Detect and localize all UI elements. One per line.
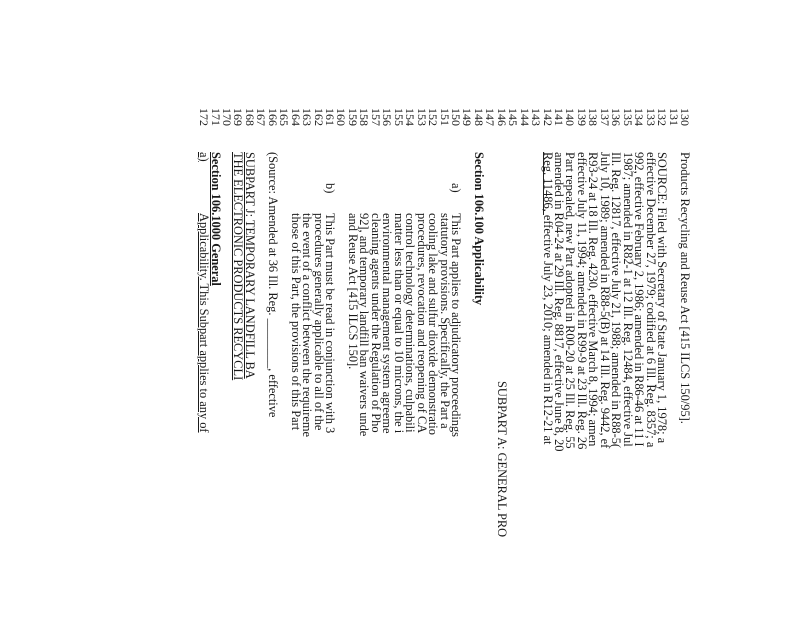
source-text: Ill. Reg. 12817, effective July 21, 1988; amended in R88-5( xyxy=(609,152,624,449)
source-text: July 10, 1989; amended in R88-5(B) at 14 Ill. Reg. 9442, ef xyxy=(597,152,612,449)
paragraph-a-text: 92], and temporary landfill ban waivers unde xyxy=(357,213,372,437)
source-text: effective December 27, 1979; codified at 6 Ill. Reg. 8357; a xyxy=(643,152,658,448)
line-number: 146 xyxy=(494,108,509,126)
paragraph-a-text: matter less than or equal to 10 microns, the i xyxy=(391,213,406,434)
paragraph-a-text: cleaning agents under the Regulation of Pho xyxy=(368,213,383,433)
source-text: effective July 11, 1994; amended in R99-9 at 23 Ill. Reg. 26 xyxy=(574,152,589,450)
section-heading: Section 106.100 Applicability xyxy=(471,152,486,306)
line-number: 133 xyxy=(643,108,658,126)
paragraph-b-text: procedures generally applicable to all of the xyxy=(311,213,326,431)
line-number: 152 xyxy=(426,108,441,126)
source-text: Part repealed, new Part adopted in R00-20 at 25 Ill. Reg. 55 xyxy=(563,152,578,449)
line-number: 164 xyxy=(288,108,303,126)
line-number: 141 xyxy=(552,108,567,126)
paragraph-b-text: those of this Part, the provisions of this Part xyxy=(288,213,303,431)
line-number: 138 xyxy=(586,108,601,126)
line-number: 157 xyxy=(368,108,383,126)
line-number: 143 xyxy=(529,108,544,126)
subpart-j-heading-line1: SUBPART J: TEMPORARY LANDFILL BA xyxy=(242,152,257,379)
line-number: 153 xyxy=(414,108,429,126)
paragraph-a-text: This Part applies to adjudicatory proceedings xyxy=(449,213,463,438)
paragraph-a-text: environmental management system agreeme xyxy=(380,213,395,434)
line-number: 171 xyxy=(208,108,223,126)
line-number: 158 xyxy=(357,108,372,126)
line-number: 154 xyxy=(403,108,418,126)
line-number: 149 xyxy=(460,108,475,126)
line-number: 132 xyxy=(655,108,670,126)
source-text: SOURCE: Filed with Secretary of State January 1, 1978; a xyxy=(655,152,670,444)
line-number: 147 xyxy=(483,108,498,126)
paragraph-a-text: control technology determinations, culpabili xyxy=(403,213,418,433)
source-amended-blank: ________ xyxy=(265,318,280,369)
line-number: 142 xyxy=(540,108,555,126)
line-number: 130 xyxy=(678,108,692,126)
line-number: 135 xyxy=(620,108,635,126)
subpart-a-heading: SUBPART A: GENERAL PRO xyxy=(494,381,509,538)
line-number: 144 xyxy=(517,108,532,126)
line-number: 160 xyxy=(334,108,349,126)
line-number: 140 xyxy=(563,108,578,126)
source-text: R93-24 at 18 Ill. Reg. 4230, effective March 8, 1994; amen xyxy=(586,152,601,447)
paragraph-b-text: the event of a conflict between the requireme xyxy=(300,213,315,437)
line-number: 148 xyxy=(471,108,486,126)
line-number: 161 xyxy=(323,108,338,126)
line-number: 151 xyxy=(437,108,452,126)
document-line-172 xyxy=(196,0,212,618)
source-text: Products Recycling and Reuse Act [415 ILCS 150/95]. xyxy=(678,152,692,424)
line-number: 165 xyxy=(277,108,292,126)
paragraph-a-marker: a) xyxy=(449,183,463,193)
paragraph-a-text: and Reuse Act [415 ILCS 150]. xyxy=(345,213,360,370)
section-1000-heading: Section 106.1000 General xyxy=(208,152,223,286)
source-text: 992, effective February 2, 1986; amended in R86-46 at 11 I xyxy=(632,152,647,447)
subpart-j-heading-line2: THE ELECTRONIC PRODUCTS RECYCLI xyxy=(231,152,246,381)
line-number: 136 xyxy=(609,108,624,126)
line-number: 137 xyxy=(597,108,612,126)
line-number: 131 xyxy=(666,108,681,126)
line-number: 139 xyxy=(574,108,589,126)
line-number: 166 xyxy=(265,108,280,126)
source-text: amended in R04-24 at 29 Ill. Reg. 8817, effective June 8, 20 xyxy=(552,152,567,452)
paragraph-b-marker: b) xyxy=(323,183,338,194)
separator-rule xyxy=(543,152,544,215)
line-number: 156 xyxy=(380,108,395,126)
source-text: Reg. 11486, effective July 23, 2010; amended in R12-21 at xyxy=(540,152,555,445)
line-number: 134 xyxy=(632,108,647,126)
source-amended-suffix: , effective xyxy=(265,368,280,418)
line-number: 163 xyxy=(300,108,315,126)
paragraph-b-text: This Part must be read in conjunction with 3 xyxy=(323,213,338,434)
line-number: 155 xyxy=(391,108,406,126)
line-number: 169 xyxy=(231,108,246,126)
section-1000-a-marker: a) xyxy=(197,152,212,162)
line-number: 167 xyxy=(254,108,269,126)
line-number: 159 xyxy=(345,108,360,126)
paragraph-a-text: statutory provisions. Specifically, the Part a xyxy=(437,213,452,429)
paragraph-a-text: procedures, revocation and reopening of CA xyxy=(414,213,429,434)
line-number: 162 xyxy=(311,108,326,126)
line-number: 150 xyxy=(449,108,463,126)
source-amended-prefix: (Source: Amended at 36 Ill. Reg. xyxy=(265,152,280,319)
section-1000-a-text: Applicability. This Subpart applies to any of xyxy=(197,213,212,433)
source-text: 1987; amended in R82-1 at 12 Ill. Reg. 12484, effective Jul xyxy=(620,152,635,447)
line-number: 145 xyxy=(506,108,521,126)
line-number: 168 xyxy=(242,108,257,126)
paragraph-a-text: cooling lake and sulfur dioxide demonstratio xyxy=(426,213,441,435)
line-number: 172 xyxy=(197,108,212,126)
line-number: 170 xyxy=(220,108,234,126)
